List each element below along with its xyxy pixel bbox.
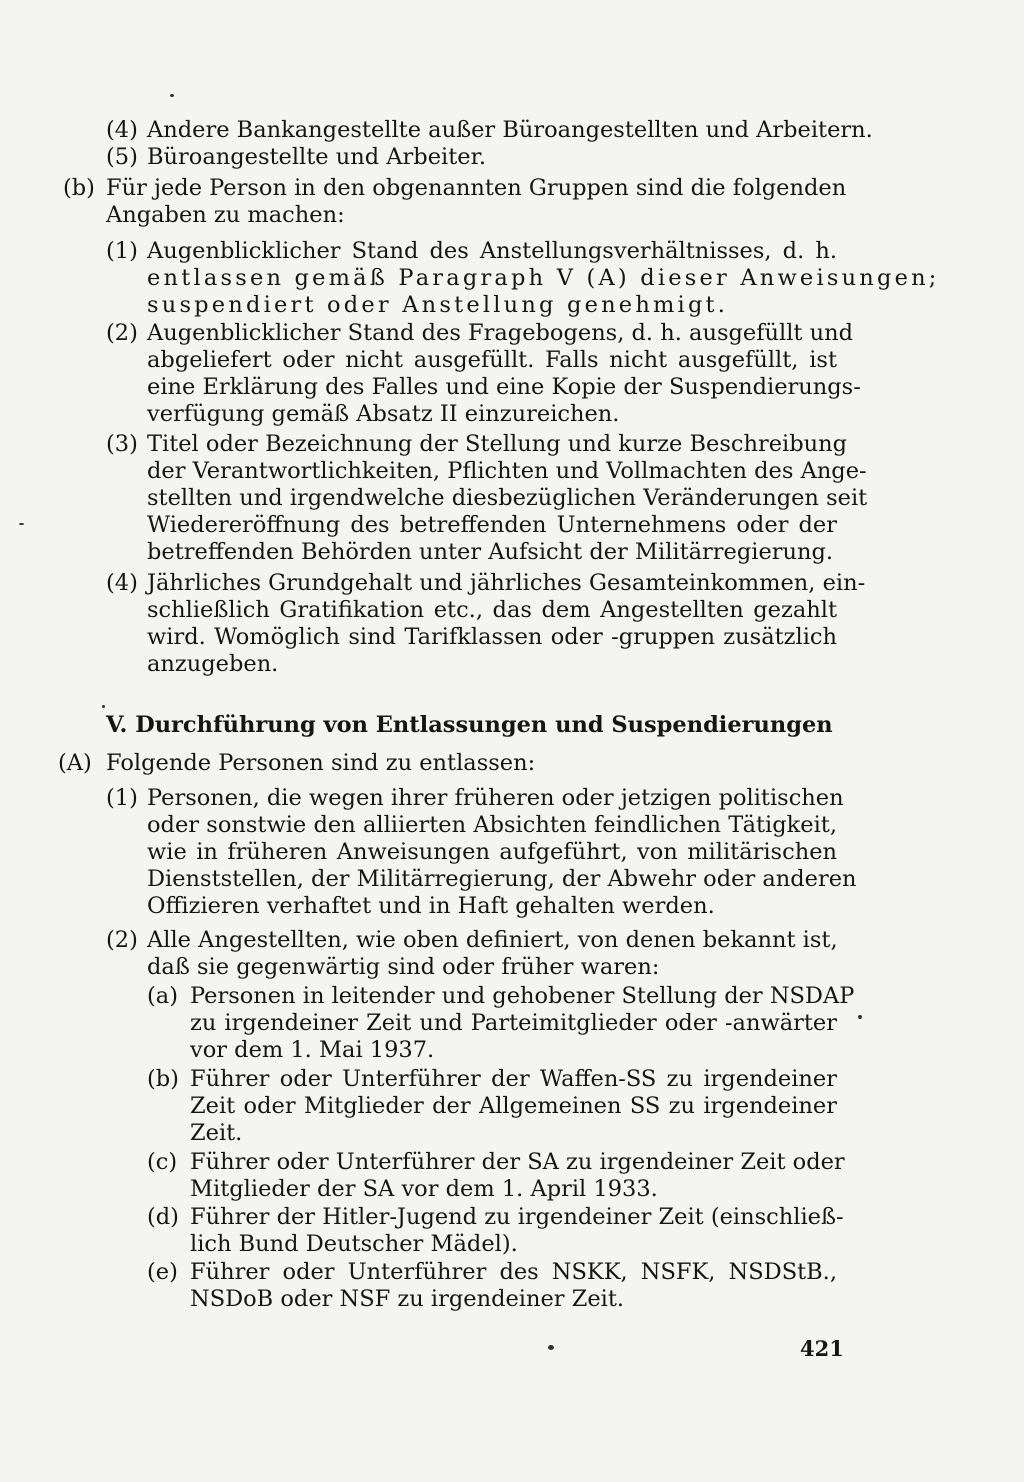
scan-speck [170,94,174,97]
text-line: Augenblicklicher Stand des Fragebogens, d. h. ausgefüllt und [147,320,853,346]
subitem-label: (e) [147,1259,178,1285]
section-label: (A) [58,750,92,776]
text-line: Mitglieder der SA vor dem 1. April 1933. [190,1176,658,1202]
text-line: Zeit oder Mitglieder der Allgemeinen SS zu irgendeiner [190,1093,837,1119]
text-line: Folgende Personen sind zu entlassen: [106,750,536,776]
text-line: wird. Womöglich sind Tarifklassen oder -gruppen zusätzlich [147,624,837,650]
text-line: suspendiert oder Anstellung genehmigt. [147,292,729,318]
item-label: (3) [106,431,138,457]
text-line: Augenblicklicher Stand des Anstellungsverhältnisses, d. h. [147,238,837,264]
page-number: 421 [800,1336,844,1361]
item-label: (2) [106,320,138,346]
item-label: (2) [106,927,138,953]
text-line: Büroangestellte und Arbeiter. [147,144,487,170]
subitem-label: (a) [147,983,178,1009]
text-line: Zeit. [190,1120,243,1146]
section-heading: V. Durchführung von Entlassungen und Suspendierungen [106,712,833,738]
text-line: entlassen gemäß Paragraph V (A) dieser Anweisungen; [147,265,940,291]
text-line: Angaben zu machen: [106,202,345,228]
scan-speck [102,705,105,708]
subitem-label: (d) [147,1204,179,1230]
text-line: schließlich Gratifikation etc., das dem Angestellten gezahlt [147,597,837,623]
item-label: (1) [106,238,138,264]
text-line: lich Bund Deutscher Mädel). [190,1231,518,1257]
text-line: stellten und irgendwelche diesbezüglichen Veränderungen seit [147,485,868,511]
subitem-label: (b) [147,1066,179,1092]
text-line: abgeliefert oder nicht ausgefüllt. Falls nicht ausgefüllt, ist [147,347,837,373]
item-label: (5) [106,144,138,170]
text-line: oder sonstwie den alliierten Absichten feindlichen Tätigkeit, [147,812,837,838]
section-label: (b) [63,175,95,201]
item-label: (1) [106,785,138,811]
subitem-label: (c) [147,1149,178,1175]
text-line: Führer oder Unterführer des NSKK, NSFK, NSDStB., [190,1259,837,1285]
text-line: NSDoB oder NSF zu irgendeiner Zeit. [190,1286,625,1312]
text-line: vor dem 1. Mai 1937. [190,1037,435,1063]
text-line: Führer oder Unterführer der Waffen-SS zu irgendeiner [190,1066,837,1092]
text-line: daß sie gegenwärtig sind oder früher waren: [147,954,660,980]
text-line: Dienststellen, der Militärregierung, der Abwehr oder anderen [147,866,857,892]
text-line: Alle Angestellten, wie oben definiert, von denen bekannt ist, [147,927,838,953]
text-line: Personen, die wegen ihrer früheren oder jetzigen politischen [147,785,844,811]
item-label: (4) [106,570,138,596]
text-line: Personen in leitender und gehobener Stellung der NSDAP [190,983,855,1009]
scan-speck [548,1345,554,1350]
text-line: der Verantwortlichkeiten, Pflichten und Vollmachten des Ange- [147,458,867,484]
text-line: zu irgendeiner Zeit und Parteimitglieder oder -anwärter [190,1010,837,1036]
text-line: Titel oder Bezeichnung der Stellung und kurze Beschreibung [147,431,848,457]
text-line: Führer der Hitler-Jugend zu irgendeiner Zeit (einschließ- [190,1204,844,1230]
text-line: eine Erklärung des Falles und eine Kopie der Suspendierungs- [147,374,861,400]
item-label: (4) [106,117,138,143]
text-line: Für jede Person in den obgenannten Gruppen sind die folgenden [106,175,847,201]
scan-speck [858,1015,862,1019]
text-line: betreffenden Behörden unter Aufsicht der Militärregierung. [147,539,834,565]
text-line: wie in früheren Anweisungen aufgeführt, von militärischen [147,839,837,865]
text-line: Offizieren verhaftet und in Haft gehalten werden. [147,893,715,919]
text-line: Wiedereröffnung des betreffenden Unternehmens oder der [147,512,837,538]
text-line: anzugeben. [147,651,279,677]
text-line: verfügung gemäß Absatz II einzureichen. [147,401,620,427]
scan-speck [19,523,24,525]
text-line: Jährliches Grundgehalt und jährliches Gesamteinkommen, ein- [147,570,866,596]
text-line: Führer oder Unterführer der SA zu irgendeiner Zeit oder [190,1149,845,1175]
text-line: Andere Bankangestellte außer Büroangestellten und Arbeitern. [147,117,873,143]
